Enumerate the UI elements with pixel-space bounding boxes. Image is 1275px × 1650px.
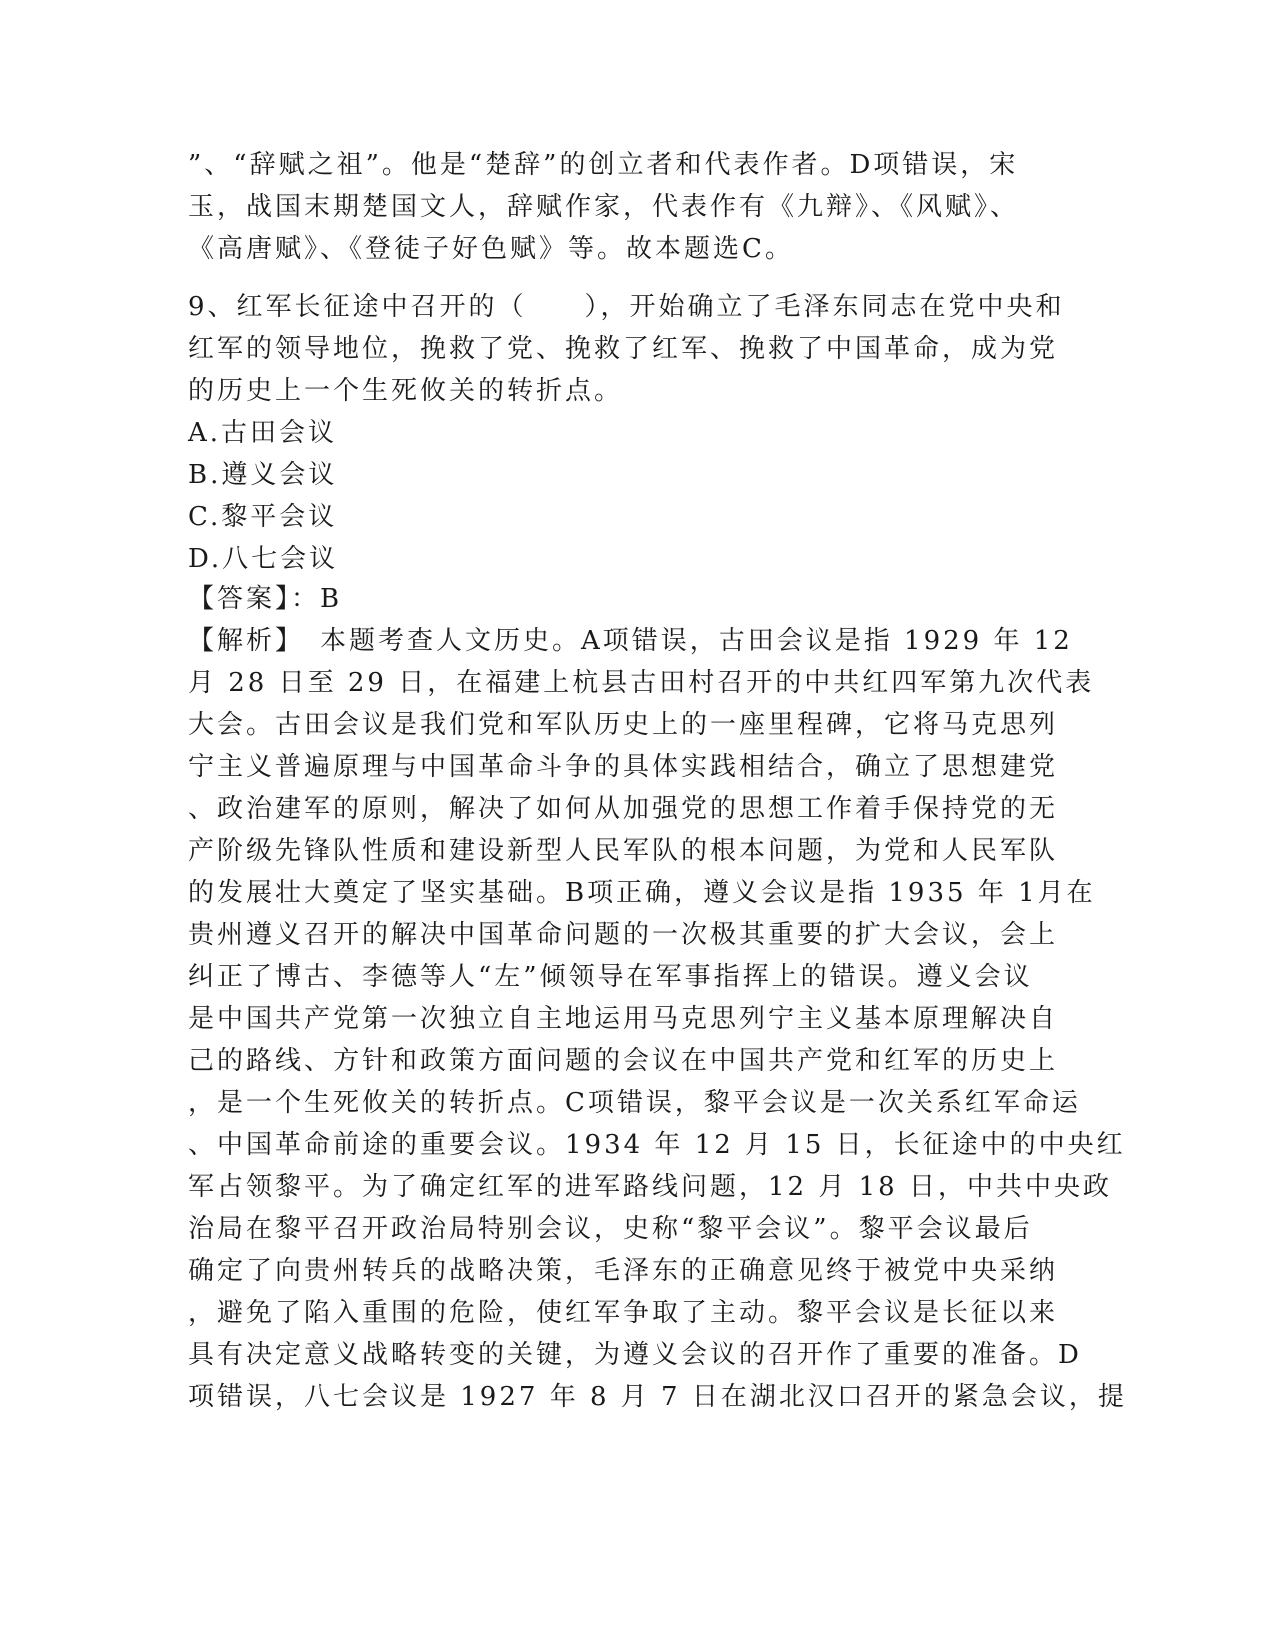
option-c: C.黎平会议 (188, 502, 338, 532)
analysis-line: 产阶级先锋队性质和建设新型人民军队的根本问题，为党和人民军队 (188, 836, 1059, 866)
analysis-line: 宁主义普遍原理与中国革命斗争的具体实践相结合，确立了思想建党 (188, 752, 1059, 782)
analysis-line: 项错误，八七会议是 1927 年 8 月 7 日在湖北汉口召开的紧急会议，提 (188, 1382, 1127, 1412)
answer-line: 【答案】：B (188, 584, 343, 614)
option-b: B.遵义会议 (188, 460, 338, 490)
question-text-line: 的历史上一个生死攸关的转折点。 (188, 376, 624, 406)
prev-explanation-line: 《高唐赋》、《登徒子好色赋》等。故本题选C。 (188, 234, 794, 264)
analysis-line: ，是一个生死攸关的转折点。C项错误，黎平会议是一次关系红军命运 (188, 1088, 1081, 1118)
analysis-line: 是中国共产党第一次独立自主地运用马克思列宁主义基本原理解决自 (188, 1004, 1059, 1034)
analysis-line: 纠正了博古、李德等人“左”倾领导在军事指挥上的错误。遵义会议 (188, 962, 1033, 992)
analysis-line: 军占领黎平。为了确定红军的进军路线问题，12 月 18 日，中共中央政 (188, 1172, 1112, 1202)
analysis-line: 月 28 日至 29 日，在福建上杭县古田村召开的中共红四军第九次代表 (188, 668, 1095, 698)
analysis-line: 【解析】 本题考查人文历史。A项错误，古田会议是指 1929 年 12 (188, 626, 1073, 656)
prev-explanation-line: 玉，战国末期楚国文人，辞赋作家，代表作有《九辩》、《风赋》、 (188, 192, 1020, 222)
analysis-line: 确定了向贵州转兵的战略决策，毛泽东的正确意见终于被党中央采纳 (188, 1256, 1059, 1286)
analysis-line: 的发展壮大奠定了坚实基础。B项正确，遵义会议是指 1935 年 1月在 (188, 878, 1096, 908)
analysis-line: 具有决定意义战略转变的关键，为遵义会议的召开作了重要的准备。D (188, 1340, 1082, 1370)
analysis-line: ，避免了陷入重围的危险，使红军争取了主动。黎平会议是长征以来 (188, 1298, 1059, 1328)
analysis-line: 、中国革命前途的重要会议。1934 年 12 月 15 日，长征途中的中央红 (188, 1130, 1126, 1160)
prev-explanation-line: ”、“辞赋之祖”。他是“楚辞”的创立者和代表作者。D项错误，宋 (188, 150, 1019, 180)
question-text-line: 9、红军长征途中召开的（ ），开始确立了毛泽东同志在党中央和 (188, 292, 1065, 322)
analysis-line: 己的路线、方针和政策方面问题的会议在中国共产党和红军的历史上 (188, 1046, 1059, 1076)
option-d: D.八七会议 (188, 544, 339, 574)
option-a: A.古田会议 (188, 418, 338, 448)
analysis-line: 大会。古田会议是我们党和军队历史上的一座里程碑，它将马克思列 (188, 710, 1059, 740)
analysis-line: 贵州遵义召开的解决中国革命问题的一次极其重要的扩大会议，会上 (188, 920, 1059, 950)
analysis-line: 治局在黎平召开政治局特别会议，史称“黎平会议”。黎平会议最后 (188, 1214, 1033, 1244)
analysis-line: 、政治建军的原则，解决了如何从加强党的思想工作着手保持党的无 (188, 794, 1059, 824)
question-text-line: 红军的领导地位，挽救了党、挽救了红军、挽救了中国革命，成为党 (188, 334, 1059, 364)
